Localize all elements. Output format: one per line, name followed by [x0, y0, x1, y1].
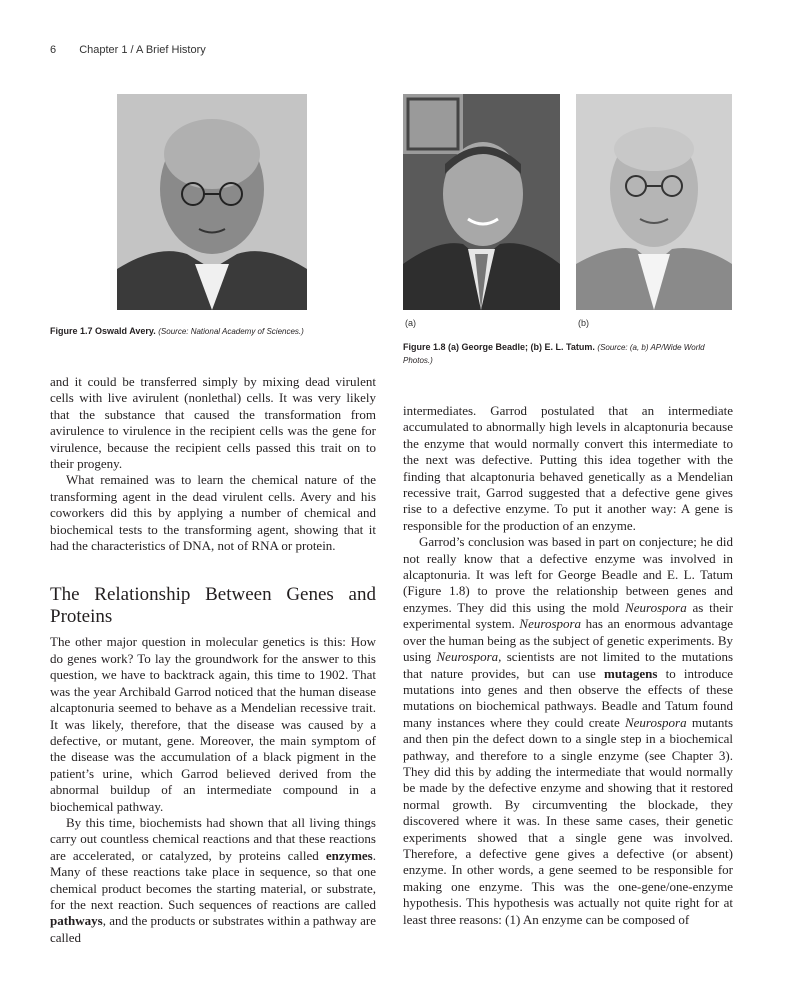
key-term: enzymes [325, 847, 373, 863]
figure-title: (a) George Beadle; (b) E. L. Tatum. [448, 342, 595, 352]
photo-el-tatum [576, 94, 732, 310]
key-term: mutagens [603, 665, 658, 681]
paragraph: and it could be transferred simply by mixing dead virulent cells with live avirulent (nonlethal) cells. It was very likely that the substance that caused the transformation from avirulence to virulence in the recipient cells was the gene for virulence, because the recipient cells passed this trait on to their progeny. [50, 374, 376, 472]
paragraph: The other major question in molecular genetics is this: How do genes work? To lay the groundwork for the answer to this question, we have to backtrack again, this time to 1902. That was the year Archibald Garrod noticed that the human disease alcaptonuria seemed to behave as a Mendelian recessive trait. It was likely, therefore, that the disease was caused by a defective, or mutant, gene. Moreover, the main symptom of the disease was the accumulation of a black pigment in the patient’s urine, which Garrod believed derived from the abnormal buildup of an intermediate compound in a biochemical pathway. [50, 634, 376, 814]
right-column [403, 403, 733, 928]
running-title: Chapter 1 / A Brief History [79, 44, 206, 56]
figure-label: Figure 1.8 [403, 342, 446, 352]
photo-oswald-avery [117, 94, 307, 310]
left-column [50, 374, 376, 946]
figure-title: Oswald Avery. [95, 326, 156, 336]
paragraph: Garrod’s conclusion was based in part on conjecture; he did not really know that a defective enzyme was involved in alcaptonuria. It was left for George Beadle and E. L. Tatum (Figure 1.8) to prove the relationship between genes and enzymes. They did this using the mold Neurospora as their experimental system. Neurospora has an enormous advantage over the human being as the subject of genetic experiments. By using Neurospora, scientists are not limited to the mutations that nature provides, but can use mutagens to introduce mutations into genes and then observe the effects of these mutations on biochemical pathways. Beadle and Tatum found many instances where they could create Neurospora mutants and then pin the defect down to a single step in a biochemical pathway, and therefore to a single enzyme (see Chapter 3). They did this by adding the intermediate that would normally be made by the defective enzyme and showing that it restored normal growth. By circumventing the blockade, they discovered where it was. In these same cases, their genetic experiments showed that a single gene was involved. Therefore, a defective gene gives a defective (or absent) enzyme. In other words, a gene seemed to be responsible for making one enzyme. This was the one-gene/one-enzyme hypothesis. This hypothesis was actually not quite right for at least three reasons: (1) An enzyme can be composed of [403, 534, 734, 927]
figure-1-7-caption [50, 325, 350, 338]
section-heading: The Relationship Between Genes and Proteins [50, 584, 376, 628]
figure-1-8-caption [403, 341, 733, 367]
figure-source: (Source: (a, b) AP/Wide World Photos.) [403, 343, 705, 365]
panel-label-b: (b) [578, 318, 589, 328]
figure-source: (Source: National Academy of Sciences.) [158, 327, 304, 336]
figure-label: Figure 1.7 [50, 326, 93, 336]
key-term: pathways [50, 913, 103, 929]
photo-george-beadle [403, 94, 560, 310]
page-number: 6 [50, 44, 57, 56]
paragraph: intermediates. Garrod postulated that an intermediate accumulated to abnormally high levels in alcaptonuria because the enzyme that would normally convert this intermediate to the next was defective. Putting this idea together with the finding that alcaptonuria behaved genetically as a Mendelian recessive trait, Garrod suggested that a defective gene gives rise to a defective enzyme. To put it another way: A gene is responsible for the production of an enzyme. [403, 403, 733, 533]
paragraph: By this time, biochemists had shown that all living things carry out countless chemical reactions and that these reactions are accelerated, or catalyzed, by proteins called enzymes. Many of these reactions take place in sequence, so that one chemical product becomes the starting material, or substrate, for the next reaction. Such sequences of reactions are called pathways, and the products or substrates within a pathway are called [50, 814, 376, 945]
running-header [50, 44, 206, 56]
panel-label-a: (a) [405, 318, 416, 328]
paragraph: What remained was to learn the chemical nature of the transforming agent in the dead virulent cells. Avery and his coworkers did this by applying a number of chemical and biochemical tests to the transforming agent, showing that it had the characteristics of DNA, not of RNA or protein. [50, 472, 376, 554]
